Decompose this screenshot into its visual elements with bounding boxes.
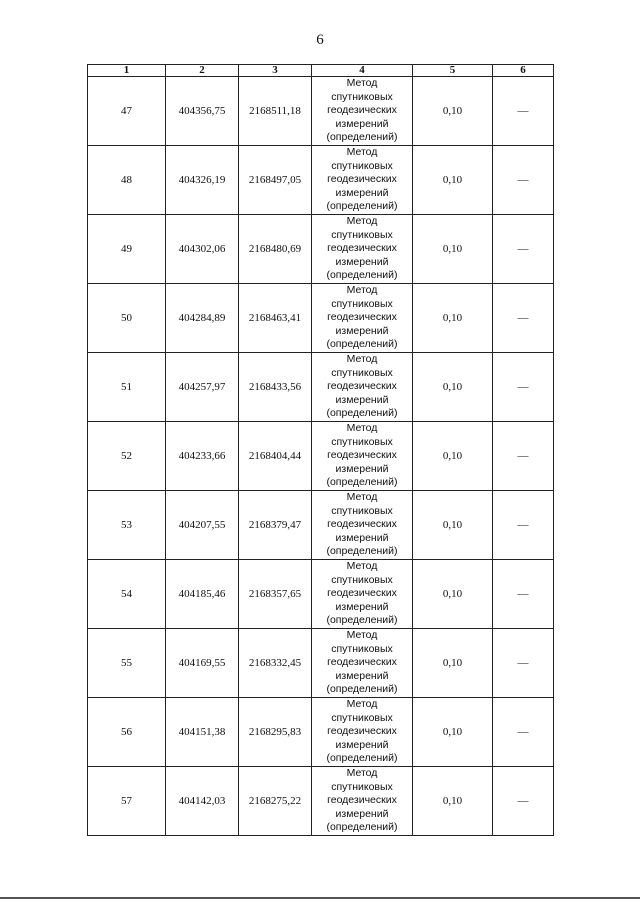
method-text-line: спутниковых	[331, 711, 393, 724]
accuracy-cell: 0,10	[413, 77, 493, 146]
dash-mark: —	[517, 588, 529, 600]
x-coordinate-cell: 404169,55	[166, 629, 239, 698]
table-row	[88, 353, 554, 422]
accuracy-cell: 0,10	[413, 629, 493, 698]
accuracy-cell: 0,10	[413, 422, 493, 491]
method-text-line: спутниковых	[331, 366, 393, 379]
point-number-cell: 47	[88, 77, 166, 146]
note-cell	[493, 698, 554, 767]
dash-mark: —	[517, 519, 529, 531]
x-coordinate-cell: 404233,66	[166, 422, 239, 491]
method-text-line: Метод	[346, 353, 378, 366]
dash-mark: —	[517, 657, 529, 669]
method-text-line: Метод	[346, 146, 378, 159]
method-text-line: измерений	[335, 531, 389, 544]
y-coordinate-cell: 2168379,47	[239, 491, 312, 560]
method-text-line: измерений	[335, 600, 389, 613]
header-row	[88, 65, 554, 77]
y-coordinate-cell: 2168433,56	[239, 353, 312, 422]
method-text-line: (определений)	[326, 614, 398, 627]
note-cell	[493, 77, 554, 146]
column-header: 2	[166, 65, 239, 77]
method-text-line: Метод	[346, 560, 378, 573]
method-text-line: Метод	[346, 629, 378, 642]
method-text-line: (определений)	[326, 131, 398, 144]
column-header: 5	[413, 65, 493, 77]
method-text-line: спутниковых	[331, 642, 393, 655]
dash-mark: —	[517, 795, 529, 807]
table-row	[88, 491, 554, 560]
method-cell	[312, 353, 413, 422]
point-number-cell: 48	[88, 146, 166, 215]
x-coordinate-cell: 404185,46	[166, 560, 239, 629]
dash-mark: —	[517, 105, 529, 117]
method-cell	[312, 767, 413, 836]
method-text-line: спутниковых	[331, 228, 393, 241]
point-number-cell: 57	[88, 767, 166, 836]
method-text-line: Метод	[346, 77, 378, 90]
method-text-line: геодезических	[327, 173, 397, 186]
y-coordinate-cell: 2168357,65	[239, 560, 312, 629]
method-cell	[312, 215, 413, 284]
method-text-line: геодезических	[327, 311, 397, 324]
page-number: 6	[316, 32, 324, 48]
method-text-line: Метод	[346, 422, 378, 435]
method-text-line: Метод	[346, 215, 378, 228]
method-cell	[312, 491, 413, 560]
y-coordinate-cell: 2168463,41	[239, 284, 312, 353]
method-text-line: геодезических	[327, 449, 397, 462]
method-text-line: Метод	[346, 767, 378, 780]
method-text-line: (определений)	[326, 476, 398, 489]
accuracy-cell: 0,10	[413, 284, 493, 353]
dash-mark: —	[517, 312, 529, 324]
y-coordinate-cell: 2168404,44	[239, 422, 312, 491]
x-coordinate-cell: 404207,55	[166, 491, 239, 560]
x-coordinate-cell: 404151,38	[166, 698, 239, 767]
method-cell	[312, 77, 413, 146]
column-header: 1	[88, 65, 166, 77]
point-number-cell: 51	[88, 353, 166, 422]
table-row	[88, 560, 554, 629]
note-cell	[493, 767, 554, 836]
y-coordinate-cell: 2168332,45	[239, 629, 312, 698]
table-row	[88, 146, 554, 215]
method-cell	[312, 629, 413, 698]
method-text-line: (определений)	[326, 683, 398, 696]
method-cell	[312, 560, 413, 629]
table-row	[88, 629, 554, 698]
method-text-line: Метод	[346, 491, 378, 504]
method-text-line: (определений)	[326, 200, 398, 213]
bottom-edge-rule	[0, 897, 640, 899]
method-text-line: измерений	[335, 807, 389, 820]
method-text-line: измерений	[335, 738, 389, 751]
method-text-line: измерений	[335, 462, 389, 475]
method-text-line: геодезических	[327, 794, 397, 807]
method-text-line: геодезических	[327, 656, 397, 669]
note-cell	[493, 353, 554, 422]
accuracy-cell: 0,10	[413, 491, 493, 560]
dash-mark: —	[517, 174, 529, 186]
column-header: 3	[239, 65, 312, 77]
table-row	[88, 698, 554, 767]
point-number-cell: 55	[88, 629, 166, 698]
method-text-line: Метод	[346, 284, 378, 297]
method-text-line: (определений)	[326, 338, 398, 351]
method-text-line: геодезических	[327, 725, 397, 738]
method-text-line: спутниковых	[331, 90, 393, 103]
note-cell	[493, 146, 554, 215]
accuracy-cell: 0,10	[413, 146, 493, 215]
dash-mark: —	[517, 243, 529, 255]
point-number-cell: 52	[88, 422, 166, 491]
method-text-line: измерений	[335, 255, 389, 268]
method-text-line: измерений	[335, 393, 389, 406]
accuracy-cell: 0,10	[413, 215, 493, 284]
method-text-line: измерений	[335, 669, 389, 682]
x-coordinate-cell: 404257,97	[166, 353, 239, 422]
note-cell	[493, 560, 554, 629]
y-coordinate-cell: 2168511,18	[239, 77, 312, 146]
method-text-line: измерений	[335, 324, 389, 337]
x-coordinate-cell: 404326,19	[166, 146, 239, 215]
x-coordinate-cell: 404284,89	[166, 284, 239, 353]
note-cell	[493, 215, 554, 284]
table-row	[88, 422, 554, 491]
method-text-line: (определений)	[326, 752, 398, 765]
table-row	[88, 767, 554, 836]
method-text-line: Метод	[346, 698, 378, 711]
y-coordinate-cell: 2168480,69	[239, 215, 312, 284]
x-coordinate-cell: 404142,03	[166, 767, 239, 836]
dash-mark: —	[517, 381, 529, 393]
method-text-line: измерений	[335, 186, 389, 199]
method-text-line: спутниковых	[331, 504, 393, 517]
note-cell	[493, 491, 554, 560]
accuracy-cell: 0,10	[413, 560, 493, 629]
y-coordinate-cell: 2168295,83	[239, 698, 312, 767]
note-cell	[493, 284, 554, 353]
x-coordinate-cell: 404356,75	[166, 77, 239, 146]
method-text-line: геодезических	[327, 242, 397, 255]
method-text-line: спутниковых	[331, 435, 393, 448]
method-text-line: (определений)	[326, 545, 398, 558]
method-text-line: геодезических	[327, 587, 397, 600]
accuracy-cell: 0,10	[413, 698, 493, 767]
method-text-line: спутниковых	[331, 297, 393, 310]
method-text-line: (определений)	[326, 821, 398, 834]
method-cell	[312, 146, 413, 215]
point-number-cell: 49	[88, 215, 166, 284]
method-text-line: измерений	[335, 117, 389, 130]
accuracy-cell: 0,10	[413, 353, 493, 422]
dash-mark: —	[517, 726, 529, 738]
point-number-cell: 53	[88, 491, 166, 560]
column-header: 4	[312, 65, 413, 77]
table-row	[88, 284, 554, 353]
method-cell	[312, 422, 413, 491]
method-cell	[312, 698, 413, 767]
method-text-line: (определений)	[326, 269, 398, 282]
table-body	[88, 77, 554, 836]
accuracy-cell: 0,10	[413, 767, 493, 836]
note-cell	[493, 629, 554, 698]
method-text-line: геодезических	[327, 104, 397, 117]
point-number-cell: 54	[88, 560, 166, 629]
method-text-line: спутниковых	[331, 159, 393, 172]
note-cell	[493, 422, 554, 491]
column-header: 6	[493, 65, 554, 77]
table-row	[88, 77, 554, 146]
coordinates-table	[87, 64, 554, 836]
method-text-line: геодезических	[327, 380, 397, 393]
method-text-line: спутниковых	[331, 573, 393, 586]
method-text-line: геодезических	[327, 518, 397, 531]
method-text-line: (определений)	[326, 407, 398, 420]
method-cell	[312, 284, 413, 353]
method-text-line: спутниковых	[331, 780, 393, 793]
y-coordinate-cell: 2168275,22	[239, 767, 312, 836]
point-number-cell: 50	[88, 284, 166, 353]
dash-mark: —	[517, 450, 529, 462]
table-row	[88, 215, 554, 284]
point-number-cell: 56	[88, 698, 166, 767]
x-coordinate-cell: 404302,06	[166, 215, 239, 284]
y-coordinate-cell: 2168497,05	[239, 146, 312, 215]
